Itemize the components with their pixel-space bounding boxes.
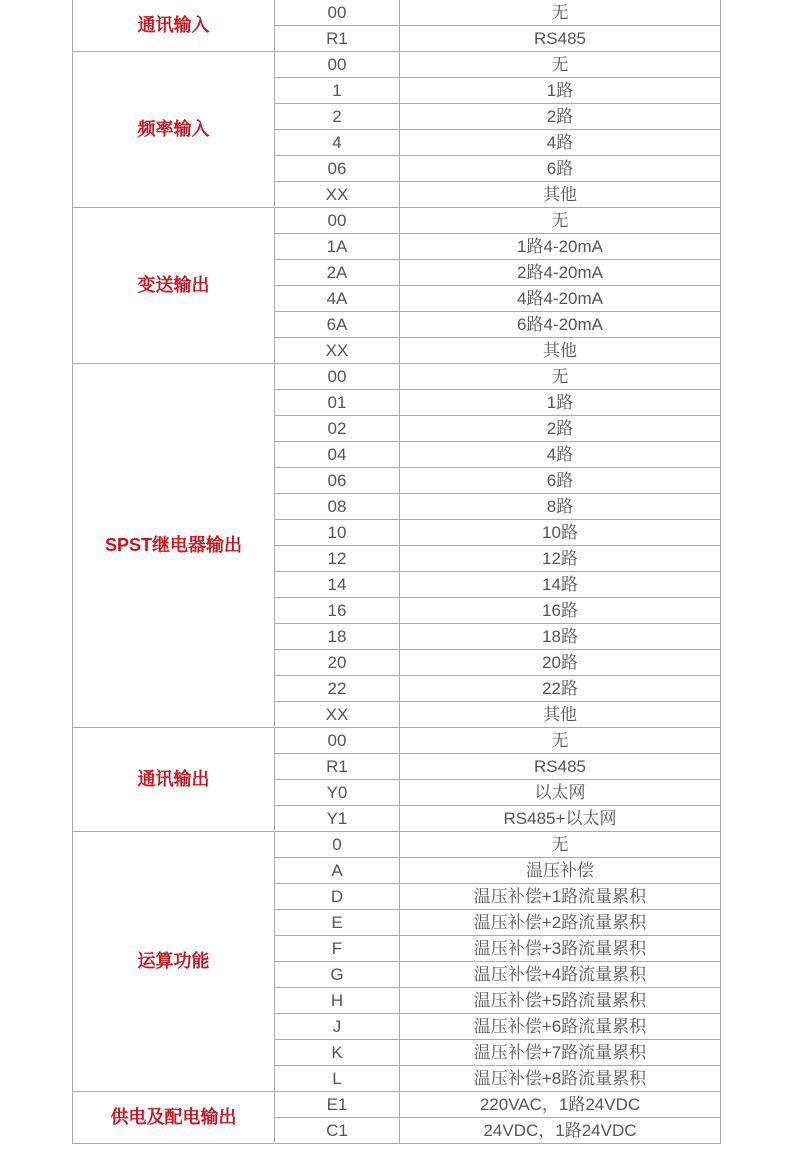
code-cell: E <box>275 910 400 936</box>
code-cell: E1 <box>275 1092 400 1118</box>
code-cell: 4A <box>275 286 400 312</box>
code-cell: 01 <box>275 390 400 416</box>
code-cell: F <box>275 936 400 962</box>
code-cell: 14 <box>275 572 400 598</box>
description-cell: 2路 <box>400 104 721 130</box>
category-cell: 运算功能 <box>73 832 275 1092</box>
category-cell: 供电及配电输出 <box>73 1092 275 1144</box>
code-cell: 2 <box>275 104 400 130</box>
code-cell: 12 <box>275 546 400 572</box>
code-cell: J <box>275 1014 400 1040</box>
code-cell: L <box>275 1066 400 1092</box>
code-cell: 00 <box>275 0 400 26</box>
description-cell: 温压补偿+5路流量累积 <box>400 988 721 1014</box>
category-cell: 变送输出 <box>73 208 275 364</box>
code-cell: 00 <box>275 52 400 78</box>
code-cell: 10 <box>275 520 400 546</box>
code-cell: R1 <box>275 26 400 52</box>
code-cell: C1 <box>275 1118 400 1144</box>
code-cell: Y0 <box>275 780 400 806</box>
description-cell: 12路 <box>400 546 721 572</box>
description-cell: 1路4-20mA <box>400 234 721 260</box>
code-cell: D <box>275 884 400 910</box>
description-cell: 其他 <box>400 338 721 364</box>
table-row <box>73 52 721 78</box>
description-cell: 20路 <box>400 650 721 676</box>
description-cell: 4路4-20mA <box>400 286 721 312</box>
code-cell: 18 <box>275 624 400 650</box>
description-cell: 其他 <box>400 702 721 728</box>
table-row <box>73 364 721 390</box>
description-cell: 无 <box>400 832 721 858</box>
description-cell: 2路 <box>400 416 721 442</box>
code-cell: 02 <box>275 416 400 442</box>
table-row <box>73 1092 721 1118</box>
description-cell: 无 <box>400 52 721 78</box>
description-cell: 温压补偿 <box>400 858 721 884</box>
description-cell: 4路 <box>400 442 721 468</box>
description-cell: 6路4-20mA <box>400 312 721 338</box>
category-cell: 频率输入 <box>73 52 275 208</box>
table-row <box>73 208 721 234</box>
description-cell: 温压补偿+4路流量累积 <box>400 962 721 988</box>
code-cell: G <box>275 962 400 988</box>
code-cell: R1 <box>275 754 400 780</box>
code-cell: 6A <box>275 312 400 338</box>
code-cell: 16 <box>275 598 400 624</box>
code-cell: H <box>275 988 400 1014</box>
description-cell: 温压补偿+7路流量累积 <box>400 1040 721 1066</box>
code-cell: 08 <box>275 494 400 520</box>
code-cell: XX <box>275 338 400 364</box>
code-cell: 4 <box>275 130 400 156</box>
description-cell: 无 <box>400 364 721 390</box>
description-cell: 16路 <box>400 598 721 624</box>
description-cell: RS485 <box>400 754 721 780</box>
description-cell: RS485 <box>400 26 721 52</box>
category-cell: SPST继电器输出 <box>73 364 275 728</box>
spec-table-body <box>73 0 721 1144</box>
description-cell: RS485+以太网 <box>400 806 721 832</box>
table-row <box>73 832 721 858</box>
code-cell: K <box>275 1040 400 1066</box>
description-cell: 1路 <box>400 78 721 104</box>
description-cell: 8路 <box>400 494 721 520</box>
category-cell: 通讯输入 <box>73 0 275 52</box>
description-cell: 无 <box>400 208 721 234</box>
table-row <box>73 0 721 26</box>
description-cell: 2路4-20mA <box>400 260 721 286</box>
description-cell: 14路 <box>400 572 721 598</box>
code-cell: 0 <box>275 832 400 858</box>
description-cell: 10路 <box>400 520 721 546</box>
description-cell: 温压补偿+8路流量累积 <box>400 1066 721 1092</box>
description-cell: 以太网 <box>400 780 721 806</box>
code-cell: 2A <box>275 260 400 286</box>
table-row <box>73 728 721 754</box>
description-cell: 无 <box>400 0 721 26</box>
description-cell: 4路 <box>400 130 721 156</box>
description-cell: 6路 <box>400 156 721 182</box>
description-cell: 温压补偿+2路流量累积 <box>400 910 721 936</box>
description-cell: 6路 <box>400 468 721 494</box>
description-cell: 24VDC，1路24VDC <box>400 1118 721 1144</box>
code-cell: A <box>275 858 400 884</box>
description-cell: 其他 <box>400 182 721 208</box>
code-cell: 1 <box>275 78 400 104</box>
description-cell: 温压补偿+1路流量累积 <box>400 884 721 910</box>
description-cell: 温压补偿+3路流量累积 <box>400 936 721 962</box>
description-cell: 220VAC，1路24VDC <box>400 1092 721 1118</box>
code-cell: 04 <box>275 442 400 468</box>
code-cell: 00 <box>275 208 400 234</box>
description-cell: 18路 <box>400 624 721 650</box>
category-cell: 通讯输出 <box>73 728 275 832</box>
code-cell: XX <box>275 182 400 208</box>
code-cell: 00 <box>275 728 400 754</box>
code-cell: 20 <box>275 650 400 676</box>
code-cell: 22 <box>275 676 400 702</box>
code-cell: Y1 <box>275 806 400 832</box>
code-cell: XX <box>275 702 400 728</box>
code-cell: 06 <box>275 468 400 494</box>
description-cell: 无 <box>400 728 721 754</box>
spec-table <box>72 0 721 1144</box>
description-cell: 1路 <box>400 390 721 416</box>
code-cell: 06 <box>275 156 400 182</box>
code-cell: 1A <box>275 234 400 260</box>
code-cell: 00 <box>275 364 400 390</box>
description-cell: 22路 <box>400 676 721 702</box>
description-cell: 温压补偿+6路流量累积 <box>400 1014 721 1040</box>
